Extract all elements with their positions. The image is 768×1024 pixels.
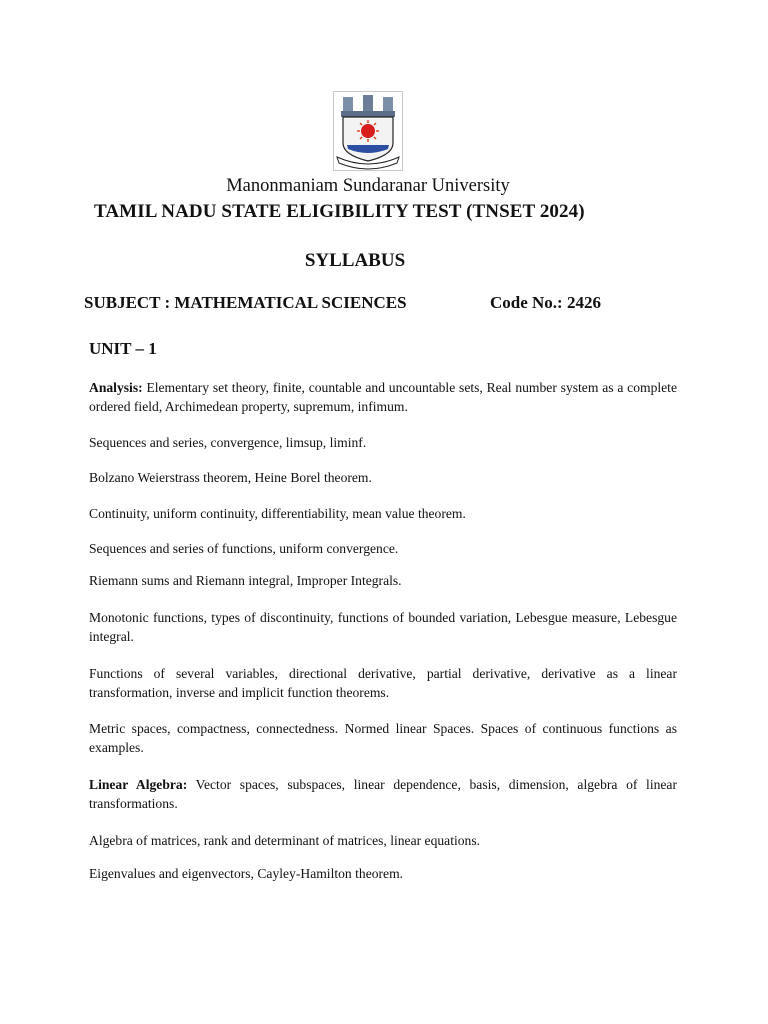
paragraph-text: Bolzano Weierstrass theorem, Heine Borel theorem. bbox=[89, 470, 372, 485]
syllabus-paragraph bbox=[89, 468, 677, 487]
university-logo bbox=[333, 91, 403, 171]
syllabus-paragraph bbox=[89, 504, 677, 523]
paragraph-lead: Analysis: bbox=[89, 380, 143, 395]
unit-title: UNIT – 1 bbox=[89, 339, 157, 358]
syllabus-paragraph bbox=[89, 378, 677, 416]
syllabus-paragraph bbox=[89, 864, 677, 883]
paragraph-text: Algebra of matrices, rank and determinant of matrices, linear equations. bbox=[89, 833, 481, 848]
paragraph-text: Sequences and series of functions, uniform convergence. bbox=[89, 541, 399, 556]
paragraph-text: Vector spaces, subspaces, linear dependence, basis, dimension, algebra of linear transformations. bbox=[89, 777, 677, 811]
subject-code: Code No.: 2426 bbox=[490, 293, 601, 312]
syllabus-paragraph bbox=[89, 433, 677, 452]
paragraph-text: Metric spaces, compactness, connectedness. Normed linear Spaces. Spaces of continuous functions as examples. bbox=[89, 721, 677, 755]
syllabus-paragraph bbox=[89, 831, 677, 850]
paragraph-text: Continuity, uniform continuity, differentiability, mean value theorem. bbox=[89, 506, 466, 521]
syllabus-paragraph bbox=[89, 608, 677, 646]
syllabus-paragraph bbox=[89, 775, 677, 813]
syllabus-paragraph bbox=[89, 664, 677, 702]
paragraph-text: Sequences and series, convergence, limsup, liminf. bbox=[89, 435, 367, 450]
paragraph-text: Eigenvalues and eigenvectors, Cayley-Hamilton theorem. bbox=[89, 866, 404, 881]
syllabus-paragraph bbox=[89, 571, 677, 590]
paragraph-text: Monotonic functions, types of discontinuity, functions of bounded variation, Lebesgue measure, Lebesgue integral. bbox=[89, 610, 677, 644]
test-title: TAMIL NADU STATE ELIGIBILITY TEST (TNSET 2024) bbox=[94, 201, 585, 222]
document-type-heading: SYLLABUS bbox=[304, 250, 406, 271]
university-name: Manonmaniam Sundaranar University bbox=[226, 176, 510, 196]
subject-line: SUBJECT : MATHEMATICAL SCIENCES bbox=[84, 293, 407, 312]
paragraph-lead: Linear Algebra: bbox=[89, 777, 188, 792]
paragraph-text: Elementary set theory, finite, countable and uncountable sets, Real number system as a complete ordered field, Archimedean property, supremum, infimum. bbox=[89, 380, 677, 414]
syllabus-paragraph bbox=[89, 539, 677, 558]
syllabus-paragraph bbox=[89, 719, 677, 757]
paragraph-text: Functions of several variables, directional derivative, partial derivative, derivative as a linear transformation, inverse and implicit function theorems. bbox=[89, 666, 677, 700]
paragraph-text: Riemann sums and Riemann integral, Improper Integrals. bbox=[89, 573, 402, 588]
